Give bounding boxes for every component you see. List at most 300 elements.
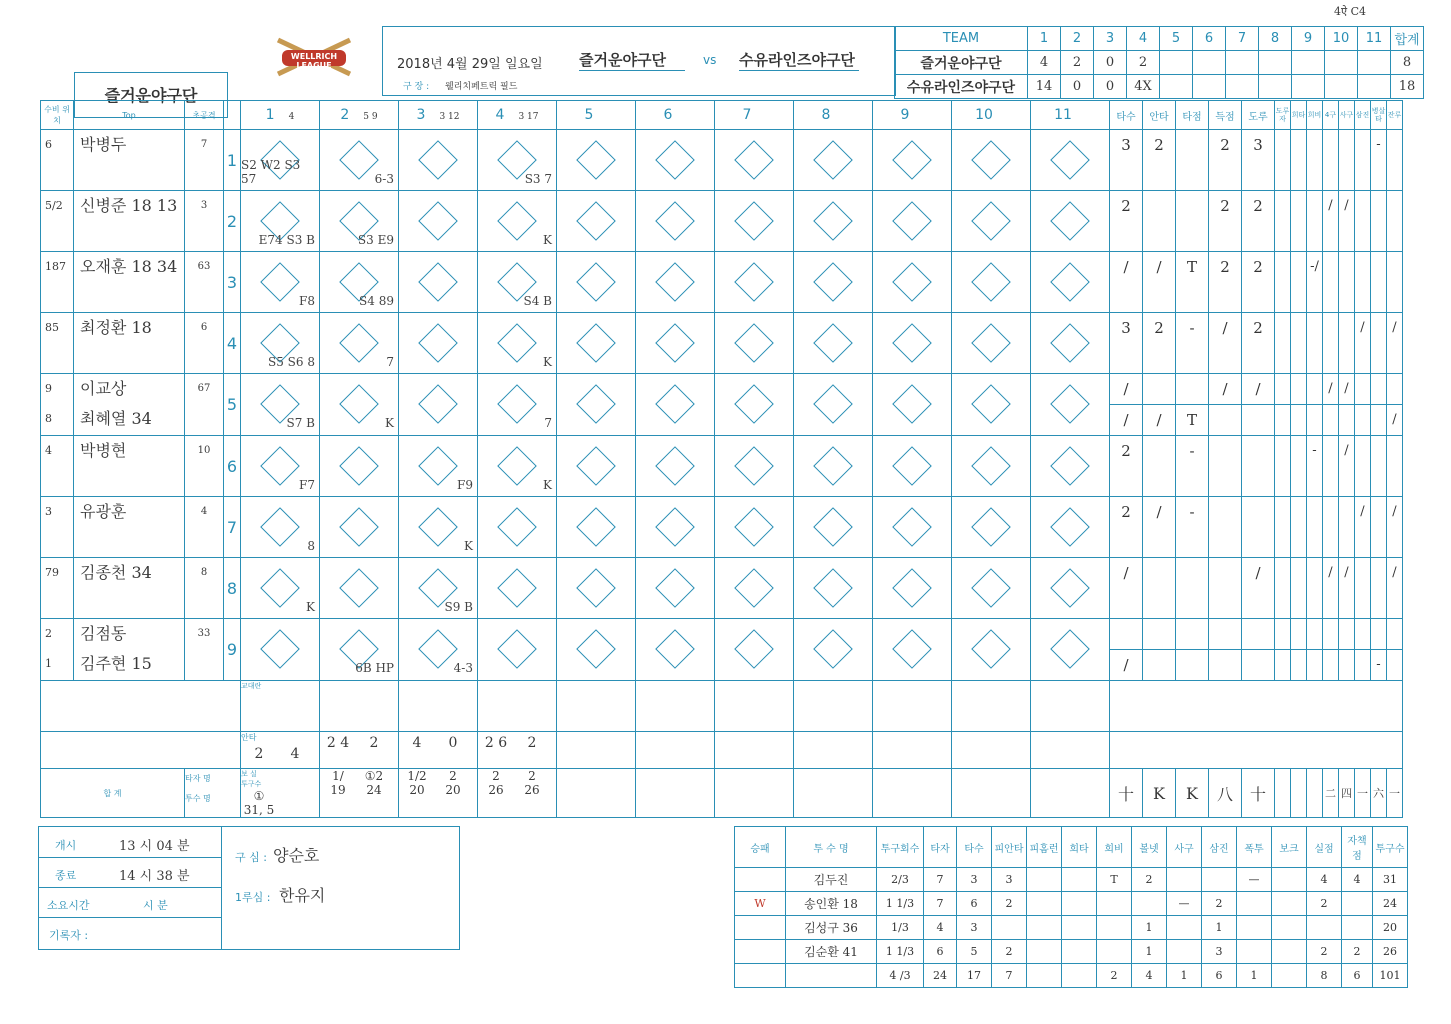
linescore-run-cell	[1292, 75, 1325, 99]
hits-value: 4	[412, 735, 422, 751]
stat-value: 2	[1121, 197, 1131, 215]
player-number: 10	[197, 445, 211, 456]
pitching-stat: 2/3	[877, 868, 924, 892]
small-stat-value: /	[1392, 504, 1397, 519]
batter-small-stat	[1339, 191, 1355, 252]
small-stat-value: /	[1328, 565, 1333, 580]
pos-header: 수비 위치	[41, 101, 74, 130]
player-name: 이교상	[80, 379, 127, 398]
pitching-stat: 31	[1373, 868, 1408, 892]
at-bat-cell	[557, 374, 636, 436]
linescore-run-cell	[1259, 75, 1292, 99]
pitching-stat: 2	[1202, 892, 1237, 916]
batter-row	[41, 374, 1403, 436]
at-bat-cell	[636, 313, 715, 374]
small-stat-value-second	[1355, 404, 1370, 435]
batter-stat	[1242, 558, 1275, 619]
stat-value: /	[1255, 564, 1261, 582]
base-diamond-icon	[655, 262, 695, 302]
at-bat-cell	[320, 130, 399, 191]
stat-value-second	[1242, 404, 1274, 435]
inning-header-1	[241, 101, 320, 130]
at-bat-cell	[715, 497, 794, 558]
small-stat-value-second	[1291, 404, 1306, 435]
inning-tally: 4	[288, 112, 295, 122]
totals-cell	[320, 769, 399, 818]
batter-stat	[1110, 374, 1143, 436]
batter-small-stat	[1355, 252, 1371, 313]
at-bat-cell	[399, 558, 478, 619]
base-diamond-icon	[418, 201, 458, 241]
base-diamond-icon	[813, 201, 853, 241]
at-bat-cell	[241, 313, 320, 374]
pitching-stat: 1 1/3	[877, 892, 924, 916]
totals-stat-value: 一	[1387, 769, 1403, 818]
stat-value-second: /	[1143, 404, 1175, 435]
at-bat-cell	[241, 252, 320, 313]
player-name: 신병준 18 13	[80, 196, 178, 215]
stat-value: 2	[1220, 136, 1230, 154]
linescore-team-header: TEAM	[895, 27, 1028, 51]
errors-value: ①	[253, 789, 265, 803]
stat-value: -	[1189, 503, 1195, 521]
batter-stat	[1209, 619, 1242, 681]
base-diamond-icon	[576, 507, 616, 547]
errors-value: 2	[449, 769, 457, 783]
pitching-stat	[1027, 916, 1062, 940]
base-diamond-icon	[813, 446, 853, 486]
pitching-stat	[1062, 940, 1097, 964]
hits-cell	[399, 732, 478, 769]
small-stat-value-second	[1355, 649, 1370, 680]
linescore-team-name: 수유라인즈야구단	[895, 75, 1028, 99]
totals-stat-value	[1291, 769, 1307, 818]
start-label: 개시	[55, 839, 77, 852]
pitching-stat: 2	[1307, 892, 1342, 916]
base-diamond-icon	[734, 262, 774, 302]
batter-small-stat	[1291, 191, 1307, 252]
pitching-stat	[1272, 940, 1307, 964]
at-bat-cell	[636, 436, 715, 497]
play-notation: S3 7	[524, 172, 552, 186]
base-diamond-icon	[339, 568, 379, 608]
pitching-stat: 3	[957, 916, 992, 940]
linescore-run-cell: 4	[1028, 51, 1061, 75]
small-stat-value	[1307, 619, 1322, 649]
batter-stat	[1176, 558, 1209, 619]
stat-header: 도루	[1242, 101, 1275, 130]
at-bat-cell	[478, 130, 557, 191]
stat-value: /	[1222, 380, 1228, 398]
pitch-count-value: 20	[445, 783, 461, 797]
batter-row	[41, 252, 1403, 313]
small-stat-value	[1371, 619, 1386, 649]
linescore-run-cell	[1358, 51, 1391, 75]
small-stat-value	[1307, 191, 1322, 221]
batter-small-stat	[1323, 436, 1339, 497]
batter-stat	[1143, 374, 1176, 436]
play-notation: 4-3	[453, 661, 473, 675]
base-diamond-icon	[655, 629, 695, 669]
pitching-stat: 8	[1307, 964, 1342, 988]
player-name: 오재훈 18 34	[80, 257, 178, 276]
player-name-cell	[74, 497, 185, 558]
position-cell	[41, 558, 74, 619]
stat-value: /	[1156, 258, 1162, 276]
pitch-count-value: 19	[330, 783, 346, 797]
player-number-cell	[185, 558, 224, 619]
pitching-stat: 26	[1373, 940, 1408, 964]
at-bat-cell	[320, 436, 399, 497]
stat-header: 득점	[1209, 101, 1242, 130]
inning-header-4	[478, 101, 557, 130]
linescore-inning-header: 9	[1292, 27, 1325, 51]
at-bat-cell	[1031, 313, 1110, 374]
inning-number: 8	[821, 107, 831, 123]
at-bat-cell	[1031, 497, 1110, 558]
player-number-cell	[185, 619, 224, 681]
play-notation: K	[543, 355, 552, 369]
pitching-stat	[1237, 916, 1272, 940]
base-diamond-icon	[260, 446, 300, 486]
base-diamond-icon	[813, 507, 853, 547]
batter-small-stat	[1275, 374, 1291, 436]
at-bat-cell	[320, 558, 399, 619]
player-name-cell	[74, 436, 185, 497]
batter-small-stat	[1291, 313, 1307, 374]
pitching-stat: —	[1237, 868, 1272, 892]
linescore-inning-header: 2	[1061, 27, 1094, 51]
batter-small-stat	[1323, 374, 1339, 436]
inning-number: 7	[742, 107, 752, 123]
base-diamond-icon	[1050, 201, 1090, 241]
inning-header-5	[557, 101, 636, 130]
batter-small-stat	[1387, 313, 1403, 374]
base-diamond-icon	[813, 323, 853, 363]
player-name: 박병현	[80, 441, 127, 460]
base-diamond-icon	[497, 201, 537, 241]
batter-stat	[1242, 313, 1275, 374]
base-diamond-icon	[339, 384, 379, 424]
pitching-stat: T	[1097, 868, 1132, 892]
stat-value-second	[1209, 404, 1241, 435]
small-stat-value	[1275, 436, 1290, 466]
small-stat-value-second	[1339, 649, 1354, 680]
base-diamond-icon	[418, 384, 458, 424]
at-bat-cell	[399, 619, 478, 681]
at-bat-cell	[873, 313, 952, 374]
small-stat-value	[1355, 619, 1370, 649]
base-diamond-icon	[339, 323, 379, 363]
batter-small-stat	[1371, 130, 1387, 191]
batter-stat	[1176, 313, 1209, 374]
recorder-label: 기록자 :	[49, 929, 89, 942]
base-diamond-icon	[892, 201, 932, 241]
hits-cell	[794, 732, 873, 769]
vs-label: vs	[703, 53, 717, 67]
batter-small-stat	[1275, 497, 1291, 558]
linescore-inning-header: 5	[1160, 27, 1193, 51]
stat-value: /	[1222, 319, 1228, 337]
stat-value: /	[1123, 258, 1129, 276]
at-bat-cell	[478, 436, 557, 497]
at-bat-cell	[478, 252, 557, 313]
pitch-count-value: 26	[524, 783, 540, 797]
batter-stat	[1143, 436, 1176, 497]
at-bat-cell	[320, 252, 399, 313]
linescore-run-cell	[1259, 51, 1292, 75]
batter-stat	[1143, 619, 1176, 681]
batter-small-stat	[1371, 436, 1387, 497]
small-stat-value: /	[1328, 381, 1333, 396]
at-bat-cell	[478, 313, 557, 374]
batter-small-stat	[1291, 436, 1307, 497]
stat-value	[1176, 619, 1208, 649]
small-stat-value-second: -	[1371, 649, 1386, 680]
change-cell	[241, 681, 320, 732]
at-bat-cell	[1031, 374, 1110, 436]
position-cell	[41, 436, 74, 497]
base-diamond-icon	[418, 629, 458, 669]
batter-small-stat	[1355, 436, 1371, 497]
small-stat-value-second	[1339, 404, 1354, 435]
base-diamond-icon	[339, 140, 379, 180]
small-stat-value	[1355, 436, 1370, 466]
linescore-inning-header: 10	[1325, 27, 1358, 51]
pitching-stat	[1307, 916, 1342, 940]
game-date: 2018년 4월 29일 일요일	[397, 57, 543, 72]
base-diamond-icon	[497, 323, 537, 363]
totals-cell	[636, 769, 715, 818]
pitcher-row	[735, 916, 1408, 940]
stat-value-second	[1242, 649, 1274, 680]
batter-small-stat	[1307, 252, 1323, 313]
at-bat-cell	[952, 130, 1031, 191]
pitching-stat	[1062, 964, 1097, 988]
stat-value: 2	[1253, 319, 1263, 337]
position-cell	[41, 130, 74, 191]
small-stat-value	[1371, 558, 1386, 588]
inning-header-10	[952, 101, 1031, 130]
small-stat-header: 희타	[1291, 101, 1307, 130]
base-diamond-icon	[971, 446, 1011, 486]
small-stat-value	[1291, 313, 1306, 343]
umpire-label: 구 심 :	[235, 851, 267, 864]
at-bat-cell	[952, 497, 1031, 558]
batter-small-stat	[1355, 497, 1371, 558]
base-diamond-icon	[813, 140, 853, 180]
small-stat-value-second	[1307, 649, 1322, 680]
stat-value-second: T	[1176, 404, 1208, 435]
top-header: Top	[74, 101, 185, 130]
linescore-run-cell	[1226, 51, 1259, 75]
pitch-count-value: 20	[409, 783, 425, 797]
base-diamond-icon	[576, 568, 616, 608]
player-name-cell	[74, 558, 185, 619]
batter-stat	[1176, 619, 1209, 681]
stat-value	[1176, 130, 1208, 160]
stat-value	[1209, 436, 1241, 466]
batter-small-stat	[1339, 619, 1355, 681]
stat-value-second	[1176, 649, 1208, 680]
at-bat-cell	[636, 191, 715, 252]
pitching-stat: 1/3	[877, 916, 924, 940]
change-stat-spacer	[1110, 681, 1403, 732]
base-diamond-icon	[497, 629, 537, 669]
play-notation: F9	[457, 478, 473, 492]
at-bat-cell	[557, 191, 636, 252]
at-bat-cell	[557, 558, 636, 619]
small-stat-value	[1291, 436, 1306, 466]
hits-cell	[873, 732, 952, 769]
stat-value: 3	[1121, 136, 1131, 154]
linescore-table	[894, 26, 1424, 99]
position-cell	[41, 191, 74, 252]
pitching-stat	[1272, 892, 1307, 916]
pitching-header: 피안타	[992, 827, 1027, 868]
small-stat-value	[1275, 252, 1290, 282]
linescore-run-cell: 0	[1094, 51, 1127, 75]
pitching-stat	[1097, 892, 1132, 916]
base-diamond-icon	[418, 140, 458, 180]
base-diamond-icon	[655, 323, 695, 363]
batter-small-stat	[1323, 130, 1339, 191]
base-diamond-icon	[339, 446, 379, 486]
pitching-stat	[1132, 892, 1167, 916]
play-notation: 7	[544, 416, 552, 430]
batter-stat	[1143, 497, 1176, 558]
linescore-total-cell: 8	[1391, 51, 1424, 75]
at-bat-cell	[873, 619, 952, 681]
linescore-run-cell: 2	[1127, 51, 1160, 75]
batter-stat	[1209, 252, 1242, 313]
small-stat-value	[1307, 130, 1322, 160]
at-bat-cell	[715, 558, 794, 619]
batter-small-stat	[1307, 497, 1323, 558]
first-base-umpire-name: 한유지	[279, 886, 326, 905]
player-number: 7	[200, 139, 208, 150]
player-number: 4	[200, 506, 208, 517]
base-diamond-icon	[1050, 262, 1090, 302]
pitching-stat: 1	[1237, 964, 1272, 988]
hits-row-spacer	[41, 732, 241, 769]
at-bat-cell	[241, 191, 320, 252]
change-cell	[478, 681, 557, 732]
batter-stat	[1143, 313, 1176, 374]
small-stat-value	[1291, 130, 1306, 160]
player-number-cell	[185, 436, 224, 497]
small-stat-value	[1387, 191, 1402, 221]
at-bat-cell	[636, 374, 715, 436]
hits-value: 2	[369, 735, 379, 751]
at-bat-cell	[873, 130, 952, 191]
at-bat-cell	[715, 191, 794, 252]
at-bat-cell	[952, 313, 1031, 374]
linescore-run-cell: 0	[1061, 75, 1094, 99]
player-number-cell	[185, 252, 224, 313]
batter-stat	[1209, 130, 1242, 191]
small-stat-value	[1371, 313, 1386, 343]
base-diamond-icon	[892, 262, 932, 302]
stat-value: 3	[1253, 136, 1263, 154]
small-stat-value	[1291, 374, 1306, 404]
totals-stat-value: 二	[1323, 769, 1339, 818]
batter-stat	[1110, 191, 1143, 252]
hits-cell	[478, 732, 557, 769]
errors-value: ①2	[364, 769, 384, 783]
player-number: 6	[200, 322, 208, 333]
pitching-stat	[1097, 916, 1132, 940]
pitching-header: 타자	[924, 827, 957, 868]
at-bat-cell	[715, 313, 794, 374]
player-name-cell	[74, 130, 185, 191]
small-stat-value	[1339, 252, 1354, 282]
at-bat-cell	[1031, 436, 1110, 497]
batter-small-stat	[1307, 619, 1323, 681]
pitching-stat	[1237, 940, 1272, 964]
small-stat-header: 희비	[1307, 101, 1323, 130]
play-notation: S7 B	[286, 416, 315, 430]
stat-value: 2	[1154, 319, 1164, 337]
stat-value	[1176, 191, 1208, 221]
batter-stat	[1176, 252, 1209, 313]
inning-header-2	[320, 101, 399, 130]
small-stat-value-second	[1387, 649, 1402, 680]
change-header: 초공격	[185, 101, 224, 130]
at-bat-cell	[241, 436, 320, 497]
batter-stat	[1242, 436, 1275, 497]
at-bat-cell	[320, 619, 399, 681]
pitching-stat: 4	[924, 916, 957, 940]
at-bat-cell	[320, 497, 399, 558]
change-cell	[399, 681, 478, 732]
hits-cell	[1031, 732, 1110, 769]
totals-cell	[952, 769, 1031, 818]
batter-small-stat	[1387, 374, 1403, 436]
pitching-stat	[1097, 940, 1132, 964]
pitcher-name: 김두진	[786, 868, 877, 892]
batter-small-stat	[1291, 252, 1307, 313]
small-stat-value	[1387, 130, 1402, 160]
batter-small-stat	[1387, 191, 1403, 252]
batter-small-stat	[1291, 497, 1307, 558]
change-cell	[873, 681, 952, 732]
player-name-cell	[74, 191, 185, 252]
end-time: 14 시 38 분	[119, 869, 190, 884]
small-stat-value	[1323, 436, 1338, 466]
batter-small-stat	[1275, 130, 1291, 191]
batter-small-stat	[1371, 313, 1387, 374]
scorer-team-name: 즐거운야구단	[104, 86, 198, 105]
pitching-stat: 17	[957, 964, 992, 988]
batter-small-stat	[1291, 619, 1307, 681]
totals-stat-value: 六	[1371, 769, 1387, 818]
small-stat-value	[1387, 436, 1402, 466]
pitching-stat	[735, 940, 786, 964]
play-notation: K	[464, 539, 473, 553]
pitching-stat	[1167, 868, 1202, 892]
base-diamond-icon	[813, 384, 853, 424]
at-bat-cell	[320, 191, 399, 252]
batter-small-stat	[1275, 436, 1291, 497]
small-stat-value	[1371, 191, 1386, 221]
totals-cell	[478, 769, 557, 818]
base-diamond-icon	[655, 507, 695, 547]
linescore-run-cell	[1193, 51, 1226, 75]
totals-stat-value: 四	[1339, 769, 1355, 818]
pitching-header: 사구	[1167, 827, 1202, 868]
batting-order: 6	[224, 436, 241, 497]
